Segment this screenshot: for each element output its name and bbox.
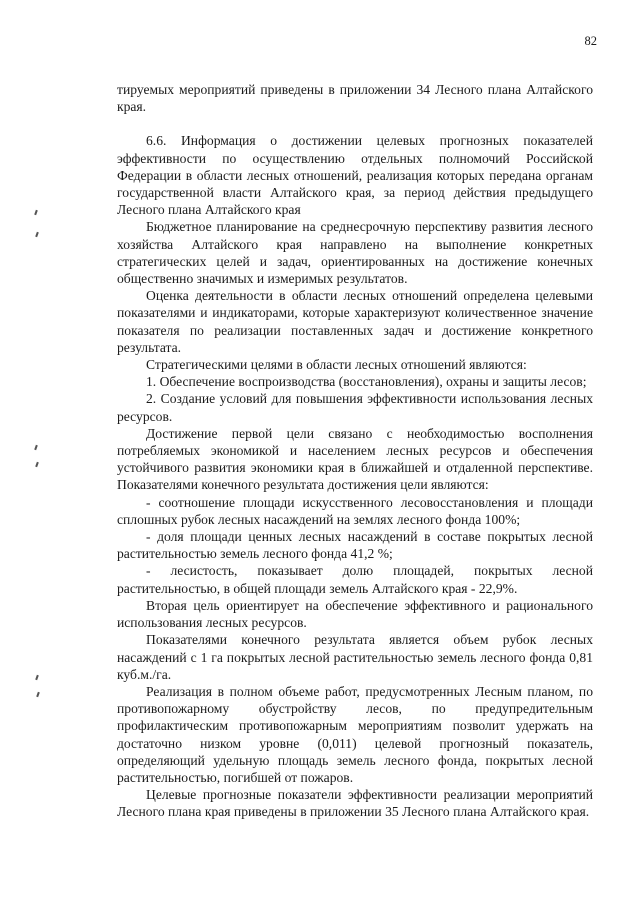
list-item: 2. Создание условий для повышения эффективности использования лесных ресурсов. (117, 391, 593, 424)
paragraph: Вторая цель ориентирует на обеспечение эффективного и рационального использования лесных ресурсов. (117, 597, 593, 631)
paragraph: Оценка деятельности в области лесных отношений определена целевыми показателями и индикаторами, которые характеризуют количественное значение показателя по реализации поставленных задач и достижение конкретного результата. (117, 288, 593, 355)
section-heading-6-6: 6.6. Информация о достижении целевых прогнозных показателей эффективности по осуществлению отдельных полномочий Российской Федерации в области лесных отношений, реализация которых передана органам государственной власти Алтайского края, за период действия предыдущего Лесного плана Алтайского края (117, 133, 593, 218)
paragraph: Реализация в полном объеме работ, предусмотренных Лесным планом, по противопожарному обустройству лесов, по предупредительным профилактическим противопожарным мероприятиям позволит удержать на достаточно низком уровне (0,011) целевой прогнозный показатель, определяющий удельную площадь земель лесного фонда, покрытых лесной растительностью, погибшей от пожаров. (117, 683, 593, 785)
list-item: - лесистость, показывает долю площадей, покрытых лесной растительностью, в общей площади земель Алтайского края - 22,9%. (117, 563, 593, 596)
scan-mark (34, 445, 38, 450)
scan-mark (35, 675, 39, 680)
body-text (117, 81, 593, 821)
paragraph: Бюджетное планирование на среднесрочную перспективу развития лесного хозяйства Алтайского края направлено на выполнение конкретных стратегических целей и задач, ориентированных на достижение конечных общественно значимых и измеримых результатов. (117, 219, 593, 287)
scan-mark (35, 462, 39, 467)
page-number: 82 (584, 34, 597, 48)
paragraph-continuation: тируемых мероприятий приведены в приложении 34 Лесного плана Алтайского края. (117, 82, 593, 115)
list-item: - соотношение площади искусственного лесовосстановления и площади сплошных рубок лесных насаждений на землях лесного фонда 100%; (117, 494, 593, 527)
scan-mark (35, 232, 39, 237)
list-item: - доля площади ценных лесных насаждений в составе покрытых лесной растительностью земель лесного фонда 41,2 %; (117, 529, 593, 562)
paragraph: Достижение первой цели связано с необходимостью восполнения потребляемых экономикой и населением лесных ресурсов и обеспечения устойчивого развития экономики края в ближайшей и отдаленной перспективе. Показателями конечного результата достижения цели являются: (117, 425, 593, 493)
paragraph: Стратегическими целями в области лесных отношений являются: (146, 357, 527, 373)
paragraph: Показателями конечного результата является объем рубок лесных насаждений с 1 га покрытых лесной растительностью земель лесного фонда 0,81 куб.м./га. (117, 632, 593, 682)
scan-mark (36, 692, 40, 697)
list-item: 1. Обеспечение воспроизводства (восстановления), охраны и защиты лесов; (146, 374, 587, 390)
paragraph: Целевые прогнозные показатели эффективности реализации мероприятий Лесного плана края приведены в приложении 35 Лесного плана Алтайского края. (117, 787, 593, 820)
scan-mark (34, 210, 38, 215)
